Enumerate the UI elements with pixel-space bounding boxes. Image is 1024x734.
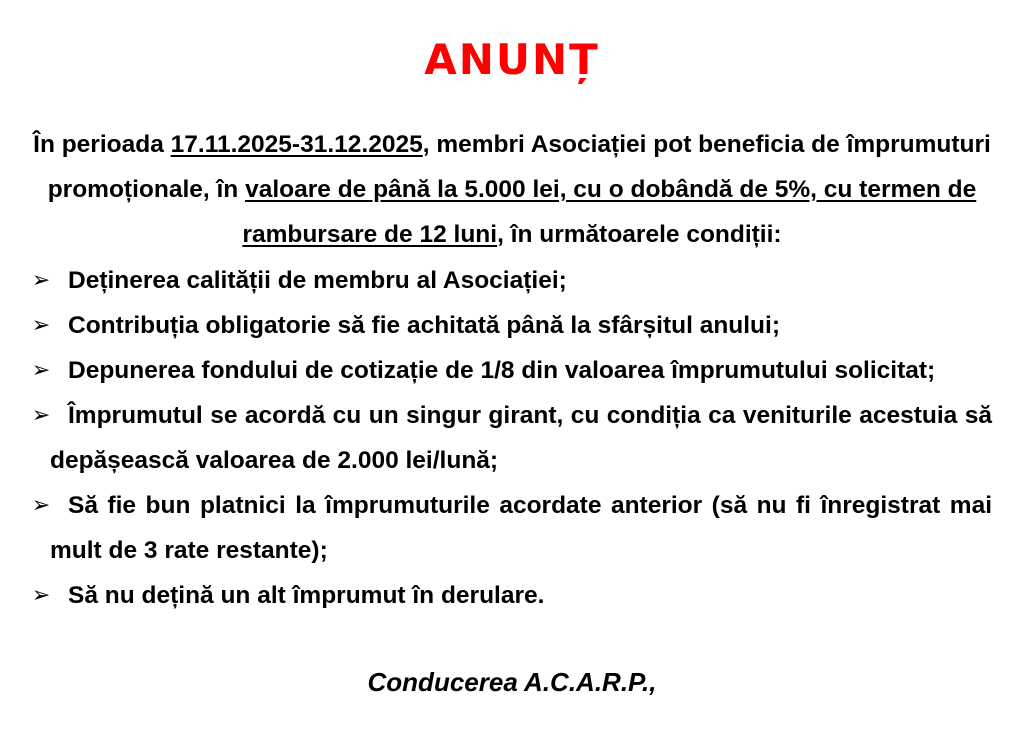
announcement-title: ANUNȚ <box>424 35 600 84</box>
arrow-bullet-icon: ➢ <box>31 268 51 293</box>
condition-text: Depunerea fondului de cotizație de 1/8 din valoarea împrumutului solicitat; <box>68 357 936 384</box>
arrow-bullet-icon: ➢ <box>31 313 51 338</box>
condition-item <box>30 303 992 348</box>
condition-text: Contribuția obligatorie să fie achitată până la sfârșitul anului; <box>68 312 780 339</box>
arrow-bullet-icon: ➢ <box>31 403 51 428</box>
condition-item <box>30 573 992 618</box>
condition-text: Să fie bun platnici la împrumuturile acordate anterior (să nu fi înregistrat mai mult de 3 rate restante); <box>50 492 992 564</box>
arrow-bullet-icon: ➢ <box>31 358 51 383</box>
condition-text: Să nu dețină un alt împrumut în derulare. <box>68 582 545 609</box>
arrow-bullet-icon: ➢ <box>31 493 51 518</box>
condition-item <box>30 483 992 573</box>
intro-text-2: , membri Asociației pot beneficia de împrumuturi promoționale, în <box>47 131 991 203</box>
conditions-list <box>30 258 992 618</box>
condition-text: Deținerea calității de membru al Asociației; <box>68 267 567 294</box>
condition-text: Împrumutul se acordă cu un singur girant, cu condiția ca veniturile acestuia să depășească valoarea de 2.000 lei/lună; <box>50 402 992 474</box>
intro-period: 17.11.2025-31.12.2025 <box>170 131 423 158</box>
intro-text-3: , în următoarele condiții: <box>497 221 782 248</box>
intro-text-1: În perioada <box>33 131 171 158</box>
arrow-bullet-icon: ➢ <box>31 583 51 608</box>
condition-item <box>30 393 992 483</box>
condition-item <box>30 348 992 393</box>
condition-item <box>30 258 992 303</box>
intro-loan-terms: valoare de până la 5.000 lei, cu o dobândă de 5%, cu termen de rambursare de 12 luni <box>242 176 977 248</box>
signature: Conducerea A.C.A.R.P., <box>367 667 657 697</box>
intro-paragraph <box>30 122 994 257</box>
